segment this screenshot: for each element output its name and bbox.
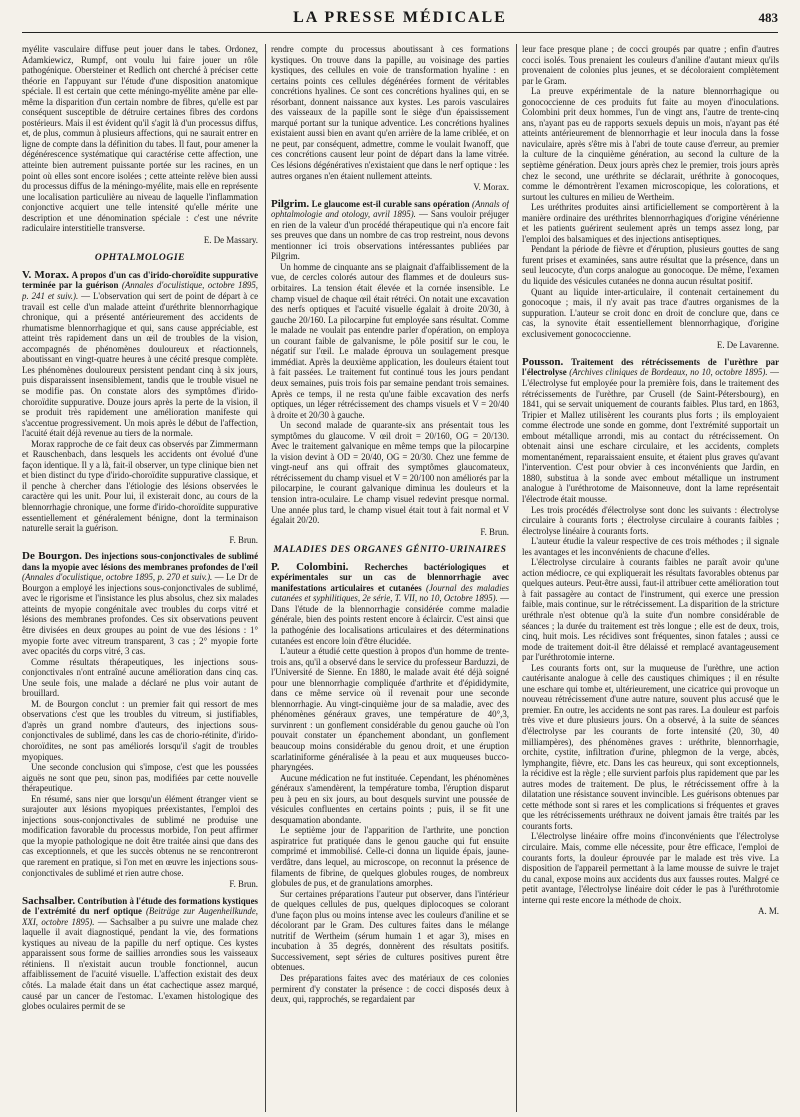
paragraph: M. de Bourgon conclut : un premier fait qui ressort de mes observations c'est que les troubles du vitreum, si justifiables, d'après un grand nombre d'auteurs, des injections sous-conjonctivales de sublimé, dans les cas de chorio-rétinite, d'irido-choroïdites, ne sont pas améliorés lorsqu'il s'agit de troubles myopiques. [22, 698, 258, 762]
article-title: Recherches bactériologiques et expérimentales sur un cas de blennorrhagie avec manifestations articulaires et cutanées [271, 561, 509, 593]
article-source: (Journal des maladies cutanées et syphilitiques, 2e série, T. VII, no 10, Octobre 1895). [271, 582, 509, 604]
column-2 [271, 44, 509, 1112]
article-body: — L'électrolyse fut employée pour la première fois, dans le traitement des rétrécissements de l'urèthre, par Crusell (de Saint-Pétersbourg), en 1841, qui se servait uniquement de courants faibles. Plus tard, en 1863, Tripier et Mallez utilisèrent les courants plus forts ; ils employaient comme électrode une sonde en gomme, dont l'extrémité supportait un embout métallique arrondi, mis au contact du rétrécissement. On obtenait ainsi une eschare circulaire, et les accidents, complets momentanément, reparaissaient ensuite, et étaient plus graves qu'avant l'intervention. C'est pour obvier à ces inconvénients que Jardin, en 1880, substitua à la sonde avec embout métallique un instrument analogue à l'uréthrotome de Maisonneuve, dont la lame représentait l'électrode était mousse. [522, 367, 779, 504]
paragraph: L'auteur a étudié cette question à propos d'un homme de trente-trois ans, qu'il a observé dans le service du professeur Barduzzi, de l'Université de Sienne. En 1880, le malade avait été déjà soigné pour une blennorrhagie compliquée d'arthrite et d'épididymite, dans ce même service où il revenait pour une seconde blennorrhagie. Au vingt-cinquième jour de sa maladie, avec des phénomènes généraux graves, une température de 40°,3, survinrent : un gonflement considérable du genou gauche où l'on pouvait constater un épanchement abondant, un gonflement beaucoup moins considérable du genou droit, et une éruption scarlatiniforme généralisée à la peau et aux muqueuses bucco-pharyngées. [271, 646, 509, 773]
article-body: — L'observation qui sert de point de départ à ce travail est celle d'un malade atteint d'uréthrite blennorrhagique chronique, qui a présenté antérieurement des accidents de rhumatisme blennorrhagique et qui, sans cause appréciable, est atteint très rapidement dans un œil de troubles de la vision, accompagnés de phénomènes douloureux et réactionnels, aboutissant en vingt-quatre heures à une cécité presque complète. Les phénomènes douloureux persistent pendant cinq à six jours, puis disparaissent insensiblement, tandis que le trouble visuel ne se modifie pas. On constate alors des symptômes d'irido-choroïdite suppurative. Douze jours après la perte de la vision, il se produit très rapidement une amélioration manifeste qui s'accentue progressivement. Un mois après le début de l'affection, l'acuité était déjà revenue au tiers de la normale. [22, 291, 258, 439]
article-source: (Annals of ophtalmologie and otology, avril 1895). [271, 198, 509, 220]
paragraph: Aucune médication ne fut instituée. Cependant, les phénomènes généraux s'amendèrent, la température tomba, l'éruption disparut peu à peu en six jours, au bout desquels survint une poussée de vésicules confluentes en certains points ; puis, il se fit une desquamation abondante. [271, 772, 509, 825]
signature: A. M. [758, 906, 779, 917]
page-header [22, 4, 778, 33]
article-author: Pousson. [522, 355, 564, 368]
column-1 [22, 44, 258, 1112]
signature: F. Brun. [229, 534, 258, 545]
paragraph: Les trois procédés d'électrolyse sont donc les suivants : électrolyse circulaire à courants forts ; électrolyse circulaire à courants faibles ; électrolyse linéaire à courants forts. [522, 504, 779, 536]
article-title: Contribution à l'étude des formations kystiques de l'extrémité du nerf optique [22, 895, 258, 917]
paragraph: Une seconde conclusion qui s'impose, c'est que les poussées aiguës ne sont que peu, sinon pas, modifiées par cette nouvelle thérapeutique. [22, 762, 258, 794]
paragraph: Sur certaines préparations l'auteur put observer, dans l'intérieur de quelques cellules de pus, quelques diplocoques se colorant d'une façon plus ou moins intense avec les couleurs d'aniline et se décolorant par le Gram. Des cultures faites dans le mélange nutritif de Wertheim (sérum humain 1 et agar 3), mises en incubation à 35 degrés, donnèrent des résultats positifs. Successivement, sept séries de cultures positives purent être obtenues. [271, 888, 509, 973]
article-bourgon [22, 551, 258, 656]
article-source: (Beiträge zur Augenheilkunde, XXI, octobre 1895). [22, 906, 258, 927]
article-body: — Le Dr de Bourgon a employé les injections sous-conjonctivales de sublimé, avec le rigorisme et l'insistance les plus absolus, chez six malades atteints de myopie congénitale avec troubles du corps vitré et lésions des membranes profondes. Ces six observations peuvent être divisées en deux groupes au point de vue des lésions : 1° myopie forte avec vitreum transparent, 3 cas ; 2° myopie forte avec opacités du corps vitré, 3 cas. [22, 572, 258, 657]
paragraph: En résumé, sans nier que lorsqu'un élément étranger vient se surajouter aux lésions myopiques préexistantes, l'emploi des injections sous-conjonctivales de sublimé ne produise une modification favorable du processus morbide, l'on peut affirmer que la myopie pathologique ne doit être traitée ainsi que dans des cas exceptionnels, et que les succès obtenus ne se rencontreront que rarement en pratique, si l'on met en œuvre les injections sous-conjonctivales de sublimé et rien autre chose. [22, 793, 258, 878]
article-title: Le glaucome est-il curable sans opération [311, 198, 470, 209]
article-source: (Annales d'oculistique, octobre 1895, p. 270 et suiv.). [22, 572, 213, 583]
article-author: V. Morax. [22, 268, 69, 281]
column-3 [522, 44, 779, 1112]
paragraph: Quant au liquide inter-articulaire, il contenait certainement du gonocoque ; mais, il n'y avait pas trace d'autres organismes de la suppuration. L'auteur se croit donc en droit de conclure que, dans ce cas, la synovite était essentiellement blennorrhagique, d'origine exclusivement gonococcienne. [522, 286, 779, 339]
column-rule-2 [516, 44, 517, 1112]
signature: F. Brun. [480, 526, 509, 537]
paragraph: leur face presque plane ; de cocci groupés par quatre ; enfin d'autres cocci isolés. Tous prenaient les couleurs d'aniline d'autant mieux qu'ils provenaient de colonies plus jeunes, et se décoloraient complètement par le Gram. [522, 44, 779, 86]
paragraph: Pendant la période de fièvre et d'éruption, plusieurs gouttes de sang furent prises et examinées, sans autre résultat que la présence, dans un seul leucocyte, d'un corps analogue au gonocoque. De même, l'examen du liquide des vésicules cutanées ne donna aucun résultat positif. [522, 244, 779, 287]
paragraph: La preuve expérimentale de la nature blennorrhagique ou gonococcienne de ces produits fut faite au moyen d'inoculations. Colombini prit deux hommes, l'un de vingt ans, l'autre de trente-cinq ans, n'ayant pas eu de rapports sexuels depuis un mois, n'ayant pas été atteints antérieurement de blennorrhagie et leur inocula dans la fosse naviculaire, après s'être mis à l'abri de toute cause d'erreur, au premier la culture de la cinquième génération, au second la culture de la septième génération. Deux jours après chez le premier, trois jours après chez le second, une uréthrite se déclarait, uréthrite à gonocoques, comme le démontrèrent l'examen microscopique, les colorations, et surtout les cultures en milieu de Wertheim. [522, 86, 779, 202]
article-sachsalber [22, 896, 258, 1012]
signature: E. De Massary. [203, 234, 258, 245]
article-body: — Sachsalber a pu suivre une malade chez laquelle il avait diagnostiqué, pendant la vie, des formations kystiques au niveau de la papille du nerf optique. Ces kystes apparaissent sous forme de saillies arrondies sous les vaisseaux rétiniens. Il n'existait aucun trouble fonctionnel, aucun affaiblissement de l'acuité visuelle. L'affection existait des deux côtés. La malade était dans un état cachectique assez marqué, causé par un cancer de l'estomac. L'examen histologique des globes oculaires permit de se [22, 916, 258, 1012]
paragraph: Le septième jour de l'apparition de l'arthrite, une ponction aspiratrice fut pratiquée dans le genou gauche qui fut ensuite comprimé et immobilisé. Celle-ci donna un liquide épais, jaune-verdâtre, dans lequel, au microscope, on reconnut la présence de filaments de fibrine, de quelques globules rouges, de nombreux globules de pus, et de granulations amorphes. [271, 825, 509, 889]
paragraph: Un homme de cinquante ans se plaignait d'affaiblissement de la vue, de cercles colorés autour des flammes et de douleurs sus-orbitaires. La tension était élevée et la cornée insensible. Le champ visuel de chaque œil était rétréci. On notait une excavation des nerfs optiques et l'acuité visuelle égalait à droite 20/30, à gauche 20/160. La pilocarpine fut employée sans résultat. Comme le malade ne voulait pas entendre parler d'opération, on employa un courant faible de galvanisme, le pôle positif sur le cou, le négatif sur l'œil. Le malade éprouva un soulagement presque immédiat. Après la deuxième application, les douleurs étaient tout à fait passées. Le traitement fut continué tous les jours pendant deux semaines, puis trois fois par semaine pendant trois semaines. Après ce temps, il ne resta qu'une faible excavation des nerfs optiques, un léger rétrécissement des champs visuels et V = 20/40 à droite et 20/30 à gauche. [271, 261, 509, 420]
signature: V. Morax. [473, 182, 509, 193]
paragraph: Morax rapproche de ce fait deux cas observés par Zimmermann et Rauschenbach, dans lesquels les accidents ont évolué d'une façon identique. Il y a là, fait-il observer, un type clinique bien net et bien distinct du type d'irido-choroïdite suppurative classique, et il penche à chercher dans l'étiologie des lésions observées le caractère qui les unit. Pour lui, il existerait donc, au cours de la blennorrhagie chronique, une forme d'irido-choroïdite suppurative essentiellement et généralement bénigne, dont la terminaison naturelle serait la guérison. [22, 438, 258, 534]
article-title: Des injections sous-conjonctivales de sublimé dans la myopie avec lésions des membranes profondes de l'œil [22, 551, 258, 572]
paragraph: L'auteur étudie la valeur respective de ces trois méthodes ; il signale les avantages et les inconvénients de chacune d'elles. [522, 536, 779, 557]
article-author: Sachsalber. [22, 894, 76, 907]
paragraph: Des préparations faites avec des matériaux de ces colonies permirent d'y constater la présence : de cocci disposés deux à deux, qui, rapprochés, se regardaient par [271, 973, 509, 1005]
paragraph: myélite vasculaire diffuse peut jouer dans le tabes. Ordonez, Adamkiewicz, Rumpf, ont voulu lui faire jouer un rôle pathogénique. Obersteiner et Redlich ont cherché à préciser cette théorie en l'appuyant sur l'étude d'une disposition anatomique spéciale. Il est certain que cette méningo-myélite amène par elle-même la disparition d'un certain nombre de fibres, qu'elle est par conséquent susceptible de détruire certaines fibres des cordons postérieurs. Mais il est évident qu'il s'agit là d'un processus diffus, et, de plus, commun à plusieurs affections, qui ne saurait entrer en ligne de compte dans la définition du tabes. Il faut, pour amener la dégénérescence systématique qui caractérise cette affection, une atteinte bien autrement puissante portée sur les racines, en un point où elles sont encore isolées ; cette atteinte relève bien aussi du processus diffus de la méningo-myélite, mais elle en représente une localisation particulière au niveau de laquelle l'inflammation conjonctive acquiert une telle intensité qu'elle mérite une description et une dénomination spéciale : c'est une névrite radiculaire interstitielle transverse. [22, 44, 258, 234]
paragraph: L'électrolyse linéaire offre moins d'inconvénients que l'électrolyse circulaire. Mais, comme elle nécessite, pour être efficace, l'emploi de courants forts, la douleur éprouvée par le malade est très vive. La disposition de l'appareil permettant à la lame mousse de suivre le trajet du canal, expose moins aux accidents dus aux fausses routes. Malgré ce petit avantage, l'électrolyse linéaire doit céder le pas à l'uréthrotomie interne qui reste encore la méthode de choix. [522, 831, 779, 905]
paragraph: rendre compte du processus aboutissant à ces formations kystiques. On trouve dans la papille, au voisinage des parties kystiques, des cellules en voie de transformation hyaline : en certains points ces cellules dégénérées forment de véritables concrétions hyalines. Ce sont ces concrétions hyalines qui, en se résorbant, donnent naissance aux kystes. Les parois vasculaires des vaisseaux de la papille sont le siège d'un épaississement marqué portant sur la tunique adventice. Les concrétions hyalines existaient aussi bien en avant qu'en arrière de la lame criblée, et on ne peut, par conséquent, admettre, comme le voulait Iwanoff, que ces concrétions causent leur point de départ dans la lame vitrée. Ces lésions dégénératives n'existaient que dans le nerf optique : les autres organes n'en étaient nullement atteints. [271, 44, 509, 181]
signature: E. De Lavarenne. [716, 340, 779, 351]
article-pilgrim [271, 199, 509, 262]
section-heading-genito-urinaires: MALADIES DES ORGANES GÉNITO-URINAIRES [273, 545, 507, 556]
journal-title: LA PRESSE MÉDICALE [293, 9, 507, 26]
paragraph: Comme résultats thérapeutiques, les injections sous-conjonctivales n'ont entraîné aucune amélioration dans cinq cas. Une seule fois, une malade a déclaré ne plus voir autant de brouillard. [22, 656, 258, 699]
article-title: Traitement des rétrécissements de l'urèthre par l'électrolyse [522, 356, 779, 378]
article-colombini [271, 562, 509, 646]
page-number: 483 [758, 10, 778, 25]
paragraph: L'électrolyse circulaire à courants faibles ne paraît avoir qu'une action médiocre, ce qui expliquerait les résultats favorables obtenus par quelques auteurs. Peut-être aussi, faut-il attribuer cette amélioration tout à fait passagère au contact de l'instrument, qui exerce une pression faible, mais continue, sur le rétrécissement. La disparition de la stricture uréthrale n'est obtenue qu'à la suite d'un nombre considérable de séances ; la durée du traitement est très longue ; elle est de deux, trois, cinq, huit mois. Les récidives sont fréquentes, sinon fatales ; aussi ce mode de traitement doit-il être délaissé et remplacé avantageusement par l'uréthrotomie interne. [522, 557, 779, 663]
column-rule-1 [265, 44, 266, 1112]
article-author: Pilgrim. [271, 197, 310, 210]
signature: F. Brun. [229, 879, 258, 890]
article-title: A propos d'un cas d'irido-choroïdite suppurative terminée par la guérison [22, 269, 258, 291]
article-author: P. Colombini. [271, 560, 349, 573]
article-body: — Dans l'étude de la blennorrhagie considérée comme maladie générale, bien des points restent encore à éclaircir. C'est ainsi que la pathogénie des localisations articulaires et des déterminations cutanées est encore loin d'être élucidée. [271, 593, 509, 646]
article-body: — Sans vouloir préjuger en rien de la valeur d'un procédé thérapeutique qui n'a encore fait ses preuves que dans un nombre de cas trop restreint, nous devons mentionner ici trois observations intéressantes publiées par Pilgrim. [271, 209, 509, 262]
paragraph: Un second malade de quarante-six ans présentait tous les symptômes du glaucome. V œil droit = 20/160, OG = 20/130. Avec le traitement galvanique en même temps que la pilocarpine la vision devint à OD = 20/40, OG = 20/30. Chez une femme de vingt-neuf ans qui offrait des symptômes glaucomateux, rétrécissement du champ visuel et V = 20/100 non améliorés par la pilocarpine, le courant galvanique diminua les douleurs et la tension intra-oculaire. Le champ visuel redevint presque normal. Une année plus tard, le champ visuel était tout à fait normal et V égalait 20/20. [271, 420, 509, 526]
article-source: (Annales d'oculistique, octobre 1895, p. 241 et suiv.). [22, 280, 258, 302]
article-pousson [522, 357, 779, 505]
article-source: (Archives cliniques de Bordeaux, no 10, octobre 1895). [569, 367, 768, 378]
article-author: De Bourgon. [22, 550, 82, 563]
paragraph: Les uréthrites produites ainsi artificiellement se comportèrent à la manière ordinaire des uréthrites blennorrhagiques d'origine vénérienne et les patients guérirent seulement après un temps assez long, par l'emploi des balsamiques et des injections antiseptiques. [522, 202, 779, 244]
article-morax [22, 270, 258, 439]
section-heading-ophtalmologie: OPHTALMOLOGIE [94, 253, 186, 264]
paragraph: Les courants forts ont, sur la muqueuse de l'urèthre, une action cautérisante analogue à celle des caustiques chimiques ; il en résulte une eschare qui tombe et, ultérieurement, une cicatrice qui provoque un nouveau rétrécissement d'une autre nature, souvent plus accusé que le premier. En outre, les accidents ne sont pas rares. La douleur est parfois très vive et dure plusieurs jours. On a observé, à la suite de séances d'électrolyse par les courants de forte intensité (20, 30, 40 milliampères), des phénomènes graves : uréthrite, blennorrhagie, orchite, cystite, infiltration d'urine, phlegmon de la verge, abcès, lymphangite, fièvre, etc. Dans les cas heureux, qui sont exceptionnels, la récidive est la règle ; elle survient parfois plus rapidement que par les autres modes de traitement. De plus, le rétrécissement offre à la dilatation une résistance souvent invincible. Les guérisons obtenues par cette méthode sont si rares et les complications si fréquentes et graves que les rétrécissements uréthraux ne doivent jamais être traités par les courants forts. [522, 662, 779, 831]
